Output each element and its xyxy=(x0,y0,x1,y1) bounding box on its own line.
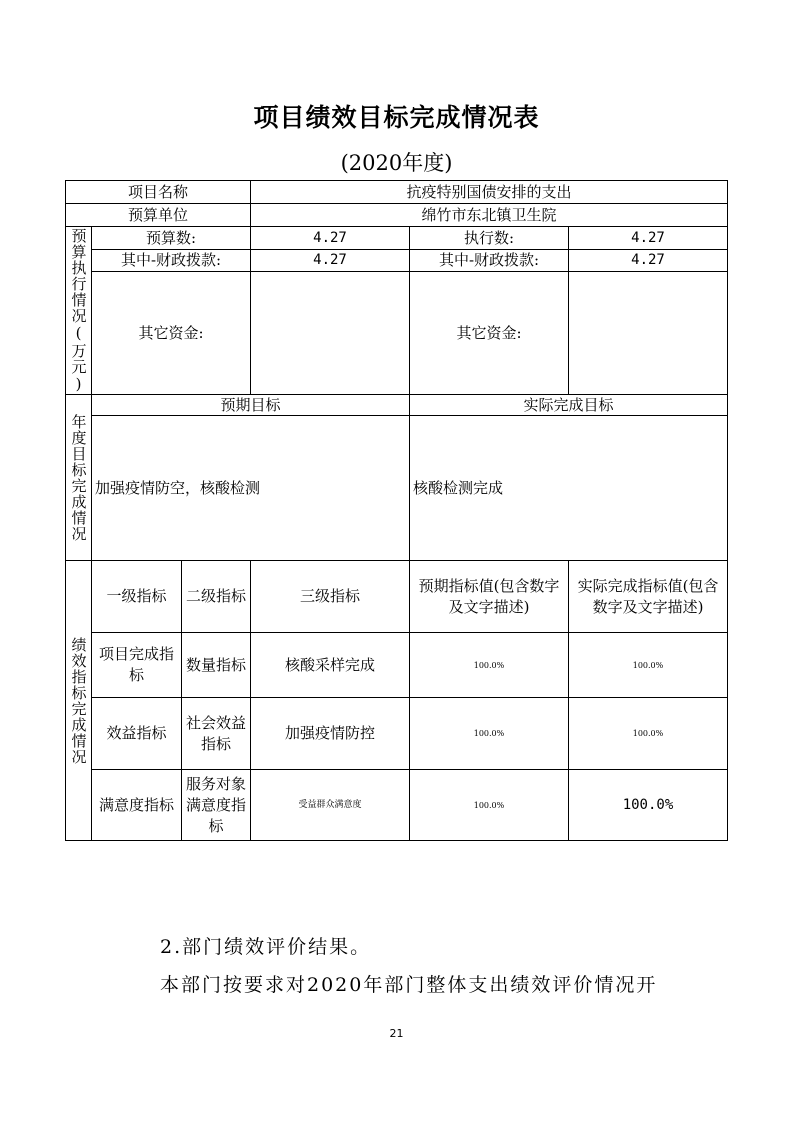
table-row-1-level1: 项目完成指标 xyxy=(91,632,182,698)
fiscal-label-1: 其中-财政拨款: xyxy=(91,249,251,272)
table-row-3-level3: 受益群众满意度 xyxy=(250,769,410,841)
other-funds-label-1: 其它资金: xyxy=(91,271,251,395)
actual-goal-header: 实际完成目标 xyxy=(409,394,728,416)
col-level1-header: 一级指标 xyxy=(91,560,182,633)
table-row-1-level3: 核酸采样完成 xyxy=(250,632,410,698)
page-title: 项目绩效目标完成情况表 xyxy=(253,103,540,132)
table-row-3-level2: 服务对象满意度指标 xyxy=(181,769,251,841)
col-level3-header: 三级指标 xyxy=(250,560,410,633)
table-row-2-actual: 100.0% xyxy=(568,697,728,770)
exec-value: 4.27 xyxy=(568,226,728,250)
table-row-2-level1: 效益指标 xyxy=(91,697,182,770)
budget-unit-value: 绵竹市东北镇卫生院 xyxy=(250,203,728,227)
table-row-3-expected: 100.0% xyxy=(409,769,569,841)
col-level2-header: 二级指标 xyxy=(181,560,251,633)
fiscal-value-1: 4.27 xyxy=(250,249,410,272)
project-name-value: 抗疫特别国债安排的支出 xyxy=(250,180,728,204)
col-actual-value-header: 实际完成指标值(包含数字及文字描述) xyxy=(568,560,728,633)
performance-table xyxy=(65,180,728,841)
table-row-1-expected: 100.0% xyxy=(409,632,569,698)
table-row-1-level2: 数量指标 xyxy=(181,632,251,698)
other-funds-label-2: 其它资金: xyxy=(409,271,569,395)
budget-value: 4.27 xyxy=(250,226,410,250)
table-row-2-expected: 100.0% xyxy=(409,697,569,770)
perf-indicators-label: 绩效指标完成情况 xyxy=(65,560,92,841)
col-expected-value-header: 预期指标值(包含数字及文字描述) xyxy=(409,560,569,633)
section-heading: 2.部门绩效评价结果。 xyxy=(160,936,372,958)
expected-goal-header: 预期目标 xyxy=(91,394,410,416)
budget-unit-label: 预算单位 xyxy=(65,203,251,227)
page-subtitle: (2020年度) xyxy=(340,151,453,175)
actual-goal-text: 核酸检测完成 xyxy=(409,415,728,561)
fiscal-label-2: 其中-财政拨款: xyxy=(409,249,569,272)
table-row-2-level2: 社会效益指标 xyxy=(181,697,251,770)
table-row-3-level1: 满意度指标 xyxy=(91,769,182,841)
body-paragraph: 本部门按要求对2020年部门整体支出绩效评价情况开 xyxy=(160,974,658,996)
table-row-1-actual: 100.0% xyxy=(568,632,728,698)
budget-label: 预算数: xyxy=(91,226,251,250)
project-name-label: 项目名称 xyxy=(65,180,251,204)
other-funds-value-2 xyxy=(568,271,728,395)
annual-target-label: 年度目标完成情况 xyxy=(65,394,92,561)
table-row-3-actual: 100.0% xyxy=(568,769,728,841)
exec-label: 执行数: xyxy=(409,226,569,250)
budget-exec-label: 预算执行情况(万元) xyxy=(65,226,92,395)
fiscal-value-2: 4.27 xyxy=(568,249,728,272)
expected-goal-text: 加强疫情防空，核酸检测 xyxy=(91,415,410,561)
page-number: 21 xyxy=(389,1027,404,1040)
table-row-2-level3: 加强疫情防控 xyxy=(250,697,410,770)
other-funds-value-1 xyxy=(250,271,410,395)
